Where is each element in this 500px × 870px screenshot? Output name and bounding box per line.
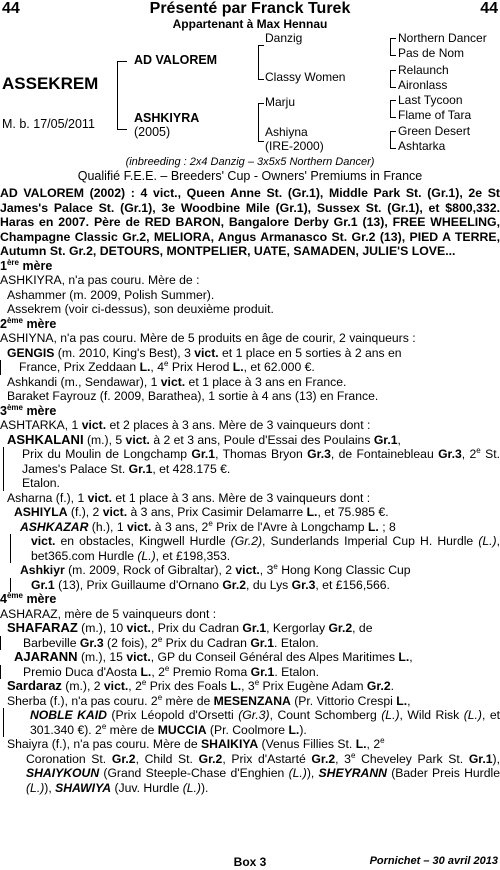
horse-name: ASSEKREM [2, 74, 99, 93]
generation-heading: 4ème mère [0, 590, 57, 606]
dsd: Flame of Tara [398, 108, 472, 122]
produce-entry: GENGIS (m. 2010, King's Best), 3 vict. et 1 place en 5 sorties à 2 ans en [7, 345, 402, 360]
dam-entry: ASHTARKA, 1 vict. et 2 places à 3 ans. Mère de 3 vainqueurs dont : [0, 418, 371, 432]
ddd: Ashtarka [398, 139, 446, 153]
generation-heading: 2ème mère [0, 315, 57, 331]
produce-entry: vict. en obstacles, Kingwell Hurdle (Gr.2), Sunderlands Imperial Cup H. Hurdle (L.), bet365.com Hurdle (L.), et £198,353. [10, 534, 500, 563]
produce-entry: ASHIYLA (f.), 2 vict. à 3 ans, Prix Casimir Delamarre L., et 75.985 €. [14, 505, 389, 519]
produce-entry: Shaiyra (f.), n'a pas couru. Mère de SHAIKIYA (Venus Fillies St. L., 2e [7, 735, 385, 751]
produce-entry: Sherba (f.), n'a pas couru. 2e mère de MESENZANA (Pr. Vittorio Crespi L., [7, 692, 411, 708]
sss: Northern Dancer [398, 31, 487, 45]
sire-dam: Classy Women [265, 70, 346, 84]
generation-heading: 1ère mère [0, 257, 53, 273]
produce-entry: AJARANN (m.), 15 vict., GP du Conseil Général des Alpes Maritimes L., [14, 649, 413, 664]
sire-paragraph: AD VALOREM (2002) : 4 vict., Queen Anne St. (Gr.1), Middle Park St. (Gr.1), 2e St James's Palace St. (Gr.1), 3e Woodbine Mile (Gr.1), Sussex St. (Gr.1), et $800,332. Haras en 2007. Père de RED BARON, Bangalore Derby Gr.1 (13), FREE WHEELING, Champagne Classic Gr.2, MELIORA, Angus Armanasco St. Gr.2 (13), PIED A TERRE, Autumn St. Gr.2, DETOURS, MONTPELIER, UATE, SAMADEN, JULIE'S LOVE... [0, 186, 500, 258]
dam-dam: Ashiyna [265, 125, 308, 139]
pedigree-bracket [117, 61, 127, 130]
qualification-line: Qualifié F.E.E. – Breeders' Cup - Owners' Premiums in France [77, 169, 423, 183]
produce-entry: Premio Duca d'Aosta L., 2e Premio Roma Gr.1. Etalon. [0, 665, 500, 680]
generation-heading: 3ème mère [0, 402, 57, 418]
dam-entry: ASHKIYRA, n'a pas couru. Mère de : [0, 273, 200, 287]
sire-sire: Danzig [265, 31, 303, 45]
produce-entry: Ashammer (m. 2009, Polish Summer). [7, 287, 215, 302]
produce-entry: ASHKAZAR (h.), 1 vict. à 3 ans, 2e Prix de l'Avre à Longchamp L. ; 8 [20, 518, 396, 534]
inbreeding-note: (inbreeding : 2x4 Danzig – 3x5x5 Northern Dancer) [125, 156, 375, 168]
dss: Last Tycoon [398, 93, 463, 107]
lot-number-right: 44 [480, 0, 498, 17]
pedigree-bracket [258, 45, 264, 80]
produce-record [0, 186, 500, 795]
pedigree-bracket [390, 70, 396, 88]
ssd: Pas de Nom [398, 46, 465, 60]
produce-entry: Coronation St. Gr.2, Child St. Gr.2, Prix d'Astarté Gr.2, 3e Cheveley Park St. Gr.1), SHAIYKOUN (Grand Steeple-Chase d'Enghien (L.)), SHEYRANN (Bader Preis Hurdle (L.)), SHAWIYA (Juv. Hurdle (L.)). [26, 750, 500, 795]
produce-entry: Ashkandi (m., Sendawar), 1 vict. et 1 place à 3 ans en France. [7, 374, 347, 389]
dam-entry: ASHARAZ, mère de 5 vainqueurs dont : [0, 606, 217, 621]
dds: Green Desert [398, 124, 471, 138]
pedigree-bracket [390, 38, 396, 56]
produce-entry: Gr.1 (13), Prix Guillaume d'Ornano Gr.2, du Lys Gr.3, et £156,566. [10, 578, 500, 593]
page-title: Présenté par Franck Turek [149, 0, 351, 17]
box-number: Box 3 [233, 855, 267, 869]
produce-entry: Sardaraz (m.), 2 vict., 2e Prix des Foals L., 3e Prix Eugène Adam Gr.2. [7, 677, 394, 693]
owner-line: Appartenant à Max Hennau [172, 17, 328, 31]
pedigree-bracket [390, 100, 396, 118]
lot-number-left: 44 [2, 0, 20, 17]
pedigree-bracket [258, 103, 264, 142]
produce-entry: Baraket Fayrouz (f. 2009, Barathea), 1 sortie à 4 ans (13) en France. [7, 389, 379, 403]
horse-description: M. b. 17/05/2011 [2, 117, 95, 131]
sale-info: Pornichet – 30 avril 2013 [369, 855, 498, 867]
dam-entry: ASHIYNA, n'a pas couru. Mère de 5 produits en âge de courir, 2 vainqueurs : [0, 331, 416, 345]
produce-entry: Ashkiyr (m. 2009, Rock of Gibraltar), 2 vict., 3e Hong Kong Classic Cup [20, 561, 411, 577]
produce-entry: SHAFARAZ (m.), 10 vict., Prix du Cadran Gr.1, Kergorlay Gr.2, de [7, 620, 373, 635]
dam-sire: Marju [265, 95, 296, 109]
produce-entry: Prix du Moulin de Longchamp Gr.1, Thomas Bryon Gr.3, de Fontainebleau Gr.3, 2e St. James's Palace St. Gr.1, et 428.175 €. Etalon. [3, 447, 500, 491]
produce-entry: NOBLE KAID (Prix Léopold d'Orsetti (Gr.3), Count Schomberg (L.), Wild Risk (L.), et 301.340 €). 2e mère de MUCCIA (Pr. Coolmore L.). [3, 708, 500, 737]
sire-name: AD VALOREM [134, 53, 218, 67]
sds: Relaunch [398, 63, 449, 77]
pedigree-bracket [390, 131, 396, 149]
produce-entry: France, Prix Zeddaan L., 4e Prix Herod L., et 62.000 €. [0, 360, 500, 375]
produce-entry: ASHKALANI (m.), 5 vict. à 2 et 3 ans, Poule d'Essai des Poulains Gr.1, [7, 431, 401, 447]
dam-dam-year: (IRE-2000) [265, 139, 324, 153]
sdd: Aironlass [398, 78, 448, 92]
produce-entry: Barbeville Gr.3 (2 fois), 2e Prix du Cadran Gr.1. Etalon. [0, 636, 500, 651]
produce-entry: Asharna (f.), 1 vict. et 1 place à 3 ans. Mère de 3 vainqueurs dont : [7, 490, 371, 505]
dam-name: ASHKIYRA [134, 111, 200, 125]
produce-entry: Assekrem (voir ci-dessus), son deuxième produit. [7, 302, 274, 316]
dam-year: (2005) [134, 125, 171, 139]
